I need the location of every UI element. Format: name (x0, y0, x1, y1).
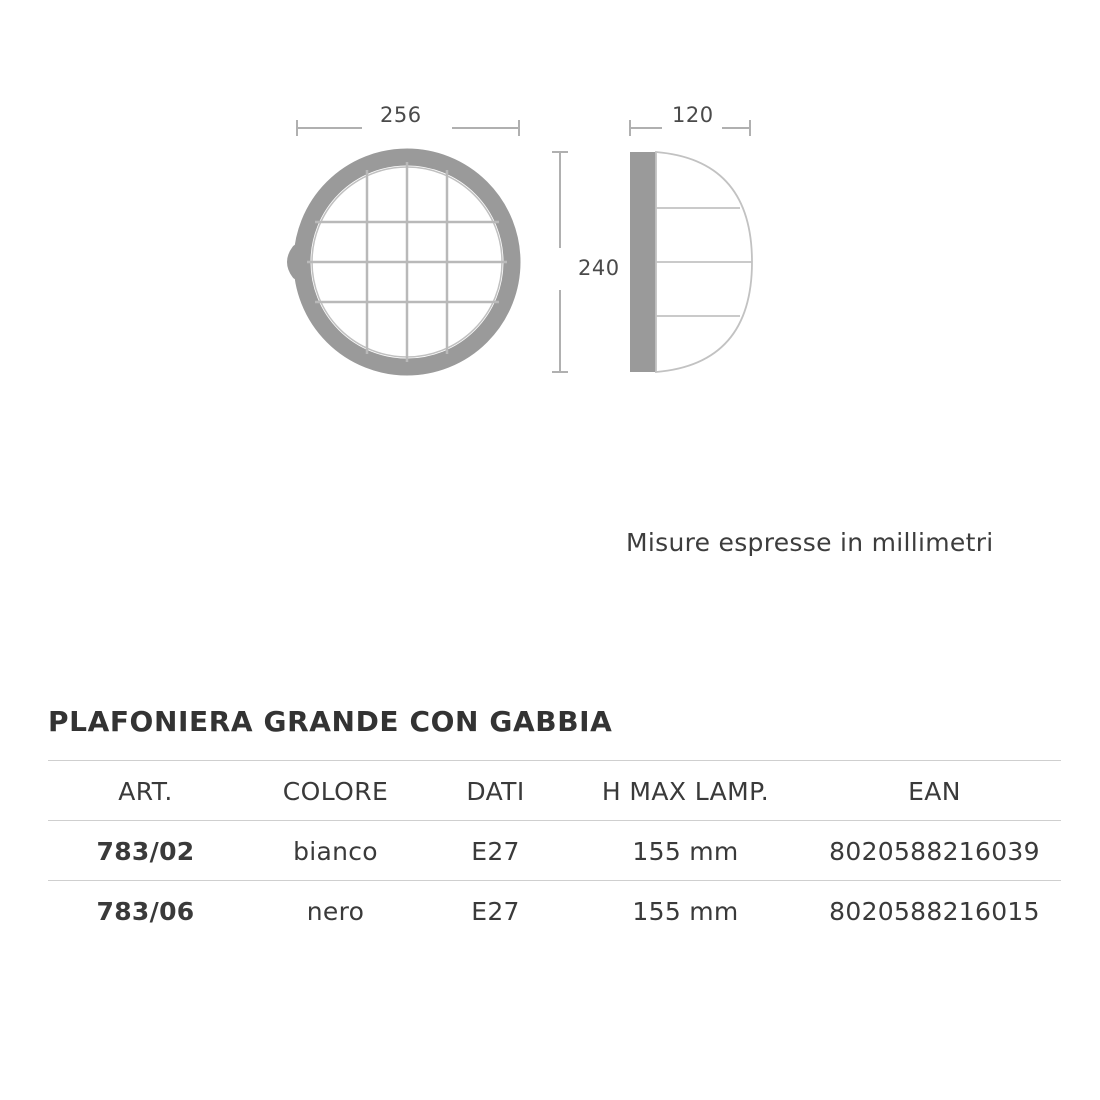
cell-art: 783/02 (96, 837, 195, 866)
cell-dati: E27 (471, 837, 520, 866)
column-header-dati: DATI (466, 777, 525, 806)
table-header-row (48, 761, 1061, 821)
cell-hmax: 155 mm (632, 897, 739, 926)
height-dimension (552, 152, 568, 372)
side-view-lamp (630, 152, 752, 372)
cell-hmax: 155 mm (632, 837, 739, 866)
measurement-unit-note: Misure espresse in millimetri (626, 528, 994, 557)
table-row (48, 881, 1061, 941)
dimension-label-front-width: 256 (380, 103, 422, 127)
cell-dati: E27 (471, 897, 520, 926)
product-title: PLAFONIERA GRANDE CON GABBIA (48, 705, 613, 738)
column-header-hmax: H MAX LAMP. (601, 777, 770, 806)
front-view-lamp (293, 157, 513, 367)
product-spec-block (48, 705, 1061, 940)
table-row (48, 821, 1061, 881)
dimension-label-height: 240 (578, 256, 620, 280)
cell-art: 783/06 (96, 897, 195, 926)
column-header-art: ART. (118, 777, 173, 806)
column-header-ean: EAN (908, 777, 961, 806)
dimension-label-side-width: 120 (672, 103, 714, 127)
product-spec-table (48, 761, 1061, 940)
cell-ean: 8020588216015 (829, 897, 1040, 926)
cell-ean: 8020588216039 (829, 837, 1040, 866)
column-header-colore: COLORE (282, 777, 389, 806)
cell-colore: bianco (293, 837, 378, 866)
cell-colore: nero (306, 897, 365, 926)
